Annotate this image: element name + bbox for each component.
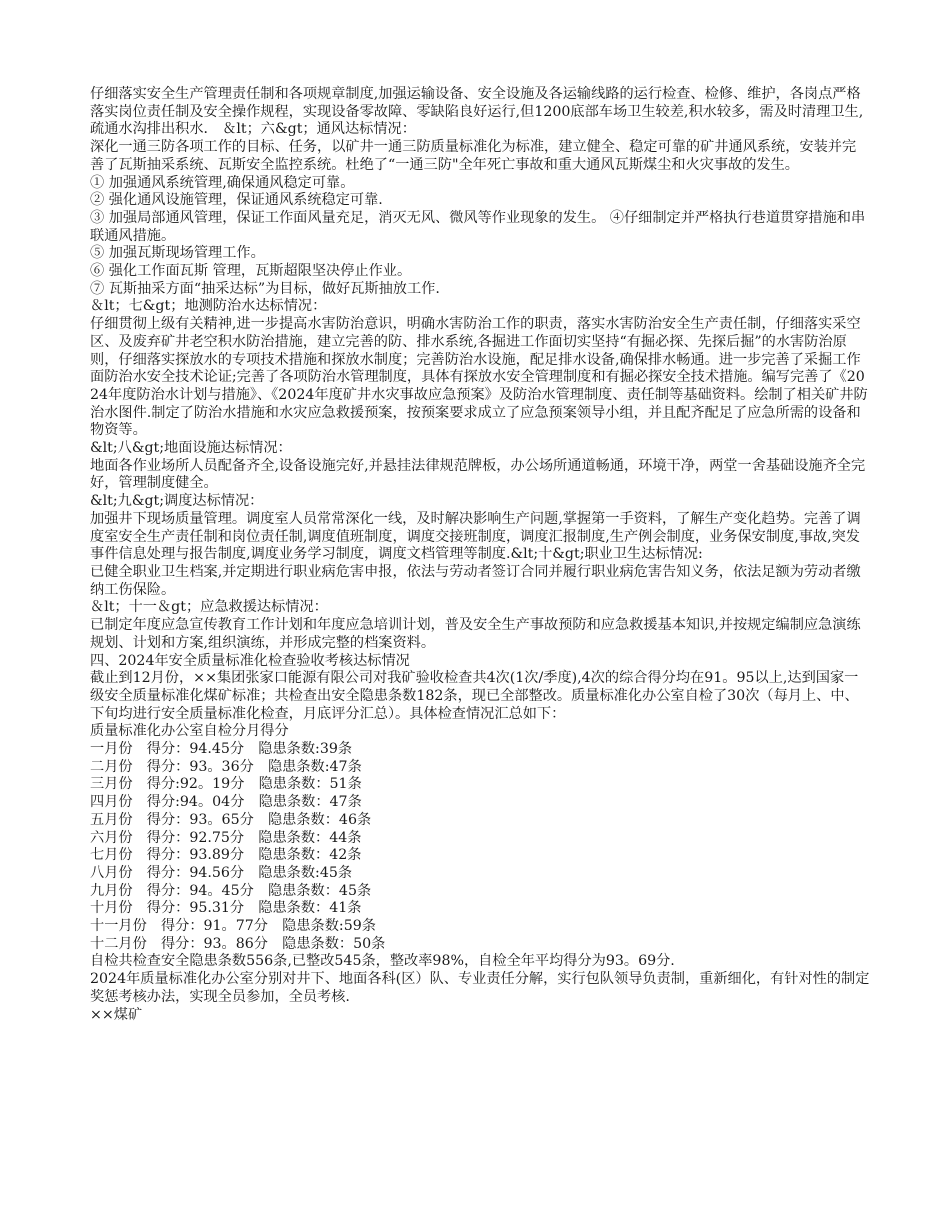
monthly-score-apr: 四月份 得分:94。04分 隐患条数：47条 xyxy=(90,794,362,811)
text-line-item-3-4: ③ 加强局部通风管理，保证工作面风量充足，消灭无风、微风等作业现象的发生。 ④仔细制定并严格执行巷道贯穿措施和串联通风措施。 xyxy=(90,209,866,244)
section-heading-dispatch: &lt;九&gt;调度达标情况： xyxy=(90,493,264,510)
text-paragraph-inspection: 截止到12月份，××集团张家口能源有限公司对我矿验收检查共4次(1次/季度),4次的综合得分均在91。95以上,达到国家一级安全质量标准化煤矿标准；共检查出安全隐患条数182条，现已全部整改。质量标准化办公室自检了30次（每月上、中、下旬均进行安全质量标准化检查，月底评分汇总）。具体检查情况汇总如下： xyxy=(90,670,859,722)
text-line-ventilation-goal: 深化一通三防各项工作的目标、任务，以矿井一通三防质量标准化为标准，建立健全、稳定可靠的矿井通风系统，安装并完善了瓦斯抽采系统、瓦斯安全监控系统。杜绝了“一通三防"全年死亡事故和重大通风瓦斯煤尘和火灾事故的发生。 xyxy=(90,139,857,173)
monthly-score-aug: 八月份 得分：94.56分 隐患条数:45条 xyxy=(90,864,353,881)
text-paragraph-surface: 地面各作业场所人员配备齐全,设备设施完好,并悬挂法律规范牌板，办公场所通道畅通，环境干净，两堂一舍基础设施齐全完好，管理制度健全。 xyxy=(90,457,866,492)
monthly-score-oct: 十月份 得分：95.31分 隐患条数：41条 xyxy=(90,900,362,917)
monthly-score-nov: 十一月份 得分：91。77分 隐患条数:59条 xyxy=(90,918,376,935)
monthly-score-mar: 三月份 得分:92。19分 隐患条数：51条 xyxy=(90,776,362,793)
text-paragraph-responsibility: 2024年质量标准化办公室分别对井下、地面各科(区）队、专业责任分解，实行包队领导负责制，重新细化，有针对性的制定奖惩考核办法，实现全员参加，全员考核. xyxy=(90,971,870,1005)
monthly-score-may: 五月份 得分：93。65分 隐患条数：46条 xyxy=(90,811,372,828)
section-heading-emergency: ＆lt；十一＆gt；应急救援达标情况： xyxy=(90,599,328,616)
monthly-scores-title: 质量标准化办公室自检分月得分 xyxy=(90,723,289,740)
monthly-score-sep: 九月份 得分：94。45分 隐患条数：45条 xyxy=(90,882,372,899)
text-summary-totals: 自检共检查安全隐患条数556条,已整改545条，整改率98%，自检全年平均得分为93。69分. xyxy=(90,953,675,970)
section-heading-water: ＆lt；七&gt；地测防治水达标情况： xyxy=(90,298,327,315)
text-paragraph-water: 仔细贯彻上级有关精神,进一步提高水害防治意识，明确水害防治工作的职责，落实水害防治安全生产责任制，仔细落实采空区、及废弃矿井老空积水防治措施，建立完善的防、排水系统,各掘进工作面切实坚持“有掘必探、先探后掘”的水害防治原则，仔细落实探放水的专项技术措施和探放水制度；完善防治水设施，配足排水设备,确保排水畅通。进一步完善了采掘工作面防治水安全技术论证;完善了各项防治水管理制度，具体有探放水安全管理制度和有掘必探安全技术措施。编写完善了《2024年度防治水计划与措施》、《2024年度矿井水灾事故应急预案》及防治水管理制度、责任制等基础资料。绘制了相关矿井防治水图件.制定了防治水措施和水灾应急救援预案，按预案要求成立了应急预案领导小组，并且配齐配足了应急所需的设备和物资等。 xyxy=(90,316,868,439)
text-line-item-2: ② 强化通风设施管理，保证通风系统稳定可靠. xyxy=(90,192,383,209)
monthly-score-jan: 一月份 得分：94.45分 隐患条数:39条 xyxy=(90,741,353,758)
text-line-item-7: ⑦ 瓦斯抽采方面“抽采达标”为目标，做好瓦斯抽放工作. xyxy=(90,280,440,297)
section-heading-inspection: 四、2024年安全质量标准化检查验收考核达标情况 xyxy=(90,652,410,669)
text-line-item-6: ⑥ 强化工作面瓦斯 管理，瓦斯超限坚决停止作业。 xyxy=(90,263,412,280)
text-line-item-5: ⑤ 加强瓦斯现场管理工作。 xyxy=(90,245,265,262)
document-body xyxy=(90,86,870,1024)
text-paragraph-emergency: 已制定年度应急宣传教育工作计划和年度应急培训计划，普及安全生产事故预防和应急救援基本知识,并按规定编制应急演练规划、计划和方案,组织演练，并形成完整的档案资料。 xyxy=(90,617,861,651)
monthly-score-jul: 七月份 得分：93.89分 隐患条数：42条 xyxy=(90,847,362,864)
monthly-score-feb: 二月份 得分：93。36分 隐患条数:47条 xyxy=(90,758,362,775)
text-line-item-1: ① 加强通风系统管理,确保通风稳定可靠。 xyxy=(90,174,355,191)
monthly-score-dec: 十二月份 得分：93。86分 隐患条数：50条 xyxy=(90,935,386,952)
text-paragraph-dispatch: 加强井下现场质量管理。调度室人员常常深化一线，及时解决影响生产问题,掌握第一手资料，了解生产变化趋势。完善了调度室安全生产责任制和岗位责任制,调度值班制度，调度交接班制度，调度汇报制度,生产例会制度，业务保安制度,事故,突发事件信息处理与报告制度,调度业务学习制度，调度文档管理等制度.&lt;十&gt;职业卫生达标情况: xyxy=(90,510,861,563)
monthly-score-jun: 六月份 得分：92.75分 隐患条数：44条 xyxy=(90,829,362,846)
signature-org-name: ××煤矿 xyxy=(90,1006,143,1023)
text-paragraph-health: 已健全职业卫生档案,并定期进行职业病危害申报，依法与劳动者签订合同并履行职业病危害告知义务，依法足额为劳动者缴纳工伤保险。 xyxy=(90,563,861,598)
text-line-ventilation-intro: 仔细落实安全生产管理责任制和各项规章制度,加强运输设备、安全设施及各运输线路的运行检查、检修、维护，各岗点严格落实岗位责任制及安全操作规程，实现设备零故障、零缺陷良好运行,但1200底部车场卫生较差,积水较多，需及时清理卫生,疏通水沟排出积水． ＆lt；六&gt；通风达标情况： xyxy=(90,86,864,138)
section-heading-surface: &lt;八&gt;地面设施达标情况： xyxy=(90,440,292,457)
